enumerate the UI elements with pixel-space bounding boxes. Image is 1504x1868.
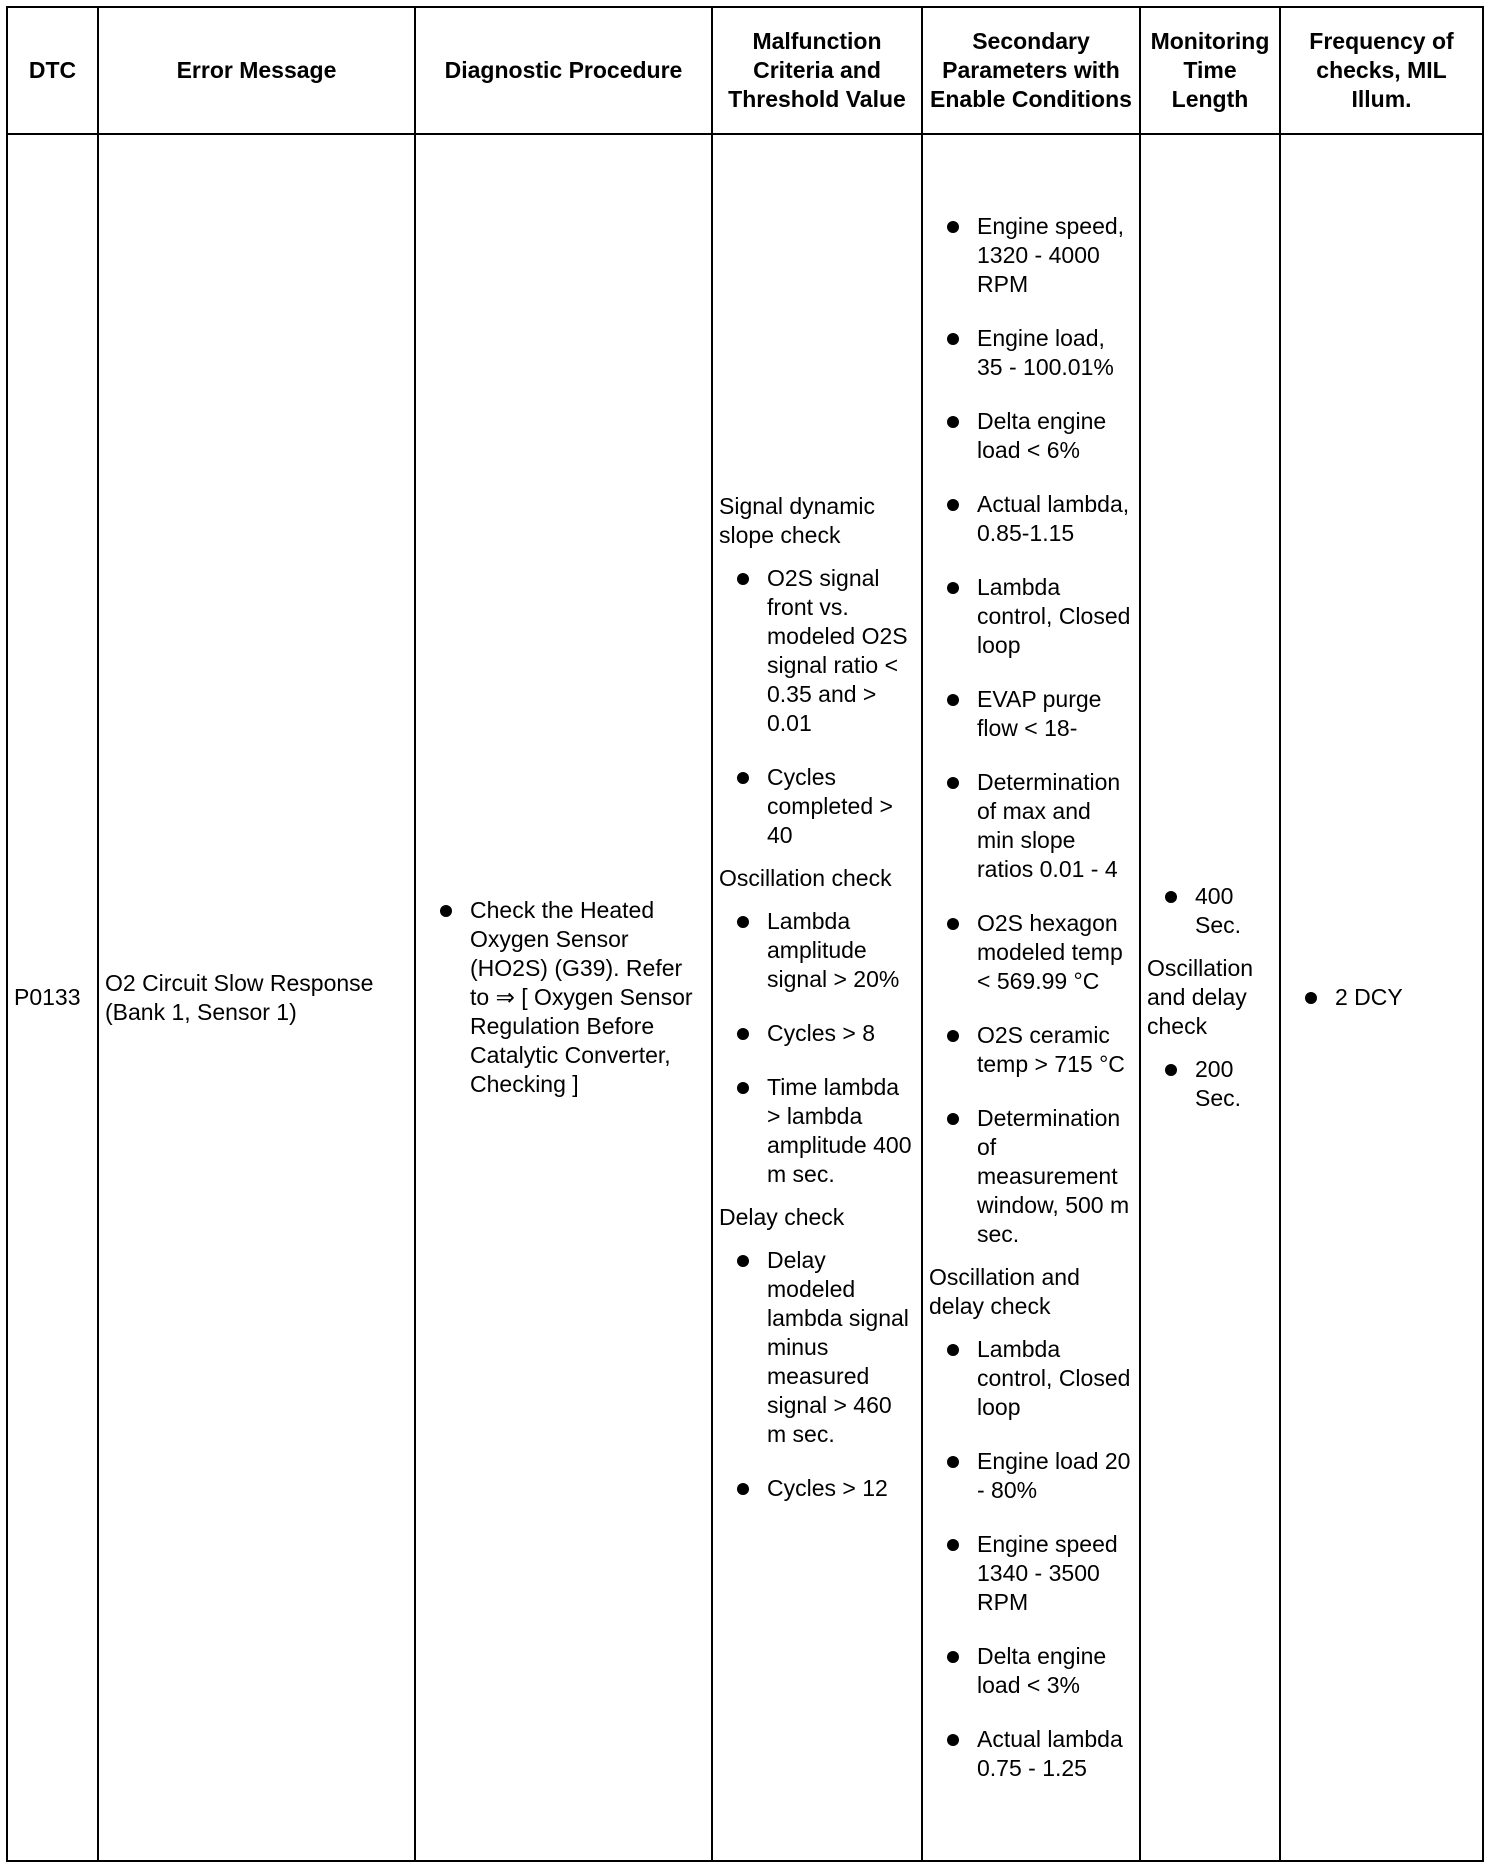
- criteria-group: [1147, 954, 1273, 1113]
- cell-frequency: [1280, 134, 1483, 1861]
- bullet-list: [929, 1335, 1133, 1783]
- criteria-group: [929, 1263, 1133, 1783]
- header-malfunction-criteria: Malfunction Criteria and Threshold Value: [712, 7, 922, 134]
- header-secondary-parameters: Secondary Parameters with Enable Conditions: [922, 7, 1140, 134]
- header-row: [7, 7, 1483, 134]
- group-title: Signal dynamic slope check: [719, 493, 875, 548]
- list-item: EVAP purge flow < 18-: [929, 685, 1133, 743]
- diagnostic-procedure-list: [422, 896, 705, 1099]
- header-diagnostic-procedure: Diagnostic Procedure: [415, 7, 712, 134]
- group-title: Oscillation check: [719, 865, 892, 891]
- list-item: Engine load, 35 - 100.01%: [929, 324, 1133, 382]
- cell-malfunction-criteria: [712, 134, 922, 1861]
- list-item: Actual lambda 0.75 - 1.25: [929, 1725, 1133, 1783]
- bullet-list: [1147, 1055, 1273, 1113]
- list-item: Lambda control, Closed loop: [929, 1335, 1133, 1422]
- list-item: Check the Heated Oxygen Sensor (HO2S) (G39). Refer to ⇒ [ Oxygen Sensor Regulation Before Catalytic Converter, Checking ]: [422, 896, 705, 1099]
- list-item: 200 Sec.: [1147, 1055, 1273, 1113]
- bullet-list: [719, 564, 915, 850]
- list-item: 2 DCY: [1287, 983, 1476, 1012]
- list-item: Determination of max and min slope ratios 0.01 - 4: [929, 768, 1133, 884]
- group-title: Oscillation and delay check: [929, 1264, 1080, 1319]
- list-item: Engine speed 1340 - 3500 RPM: [929, 1530, 1133, 1617]
- frequency-list: [1287, 983, 1476, 1012]
- secondary-parameters-groups: [929, 212, 1133, 1783]
- list-item: O2S signal front vs. modeled O2S signal ratio < 0.35 and > 0.01: [719, 564, 915, 738]
- header-error-message: Error Message: [98, 7, 415, 134]
- group-title: Delay check: [719, 1204, 845, 1230]
- criteria-group: [719, 492, 915, 850]
- list-item: Engine load 20 - 80%: [929, 1447, 1133, 1505]
- cell-dtc: [7, 134, 98, 1861]
- header-frequency: Frequency of checks, MIL Illum.: [1280, 7, 1483, 134]
- cell-secondary-parameters: [922, 134, 1140, 1861]
- cell-monitoring-time: [1140, 134, 1280, 1861]
- list-item: Lambda amplitude signal > 20%: [719, 907, 915, 994]
- list-item: Cycles completed > 40: [719, 763, 915, 850]
- list-item: Delta engine load < 3%: [929, 1642, 1133, 1700]
- list-item: O2S hexagon modeled temp < 569.99 °C: [929, 909, 1133, 996]
- list-item: Determination of measurement window, 500 m sec.: [929, 1104, 1133, 1249]
- malfunction-criteria-groups: [719, 492, 915, 1503]
- list-item: Delay modeled lambda signal minus measured signal > 460 m sec.: [719, 1246, 915, 1449]
- criteria-group: [1147, 882, 1273, 940]
- cell-error-message: [98, 134, 415, 1861]
- list-item: Cycles > 12: [719, 1474, 915, 1503]
- list-item: O2S ceramic temp > 715 °C: [929, 1021, 1133, 1079]
- list-item: Time lambda > lambda amplitude 400 m sec.: [719, 1073, 915, 1189]
- criteria-group: [929, 212, 1133, 1249]
- bullet-list: [1147, 882, 1273, 940]
- criteria-group: [719, 1203, 915, 1503]
- bullet-list: [1287, 983, 1476, 1012]
- list-item: Actual lambda, 0.85-1.15: [929, 490, 1133, 548]
- list-item: Lambda control, Closed loop: [929, 573, 1133, 660]
- cell-diagnostic-procedure: [415, 134, 712, 1861]
- list-item: 400 Sec.: [1147, 882, 1273, 940]
- bullet-list: [929, 212, 1133, 1249]
- dtc-code: P0133: [14, 984, 81, 1010]
- bullet-list: [422, 896, 705, 1099]
- header-dtc: DTC: [7, 7, 98, 134]
- bullet-list: [719, 1246, 915, 1503]
- list-item: Cycles > 8: [719, 1019, 915, 1048]
- table-row: [7, 134, 1483, 1861]
- bullet-list: [719, 907, 915, 1189]
- monitoring-time-groups: [1147, 882, 1273, 1113]
- list-item: Engine speed, 1320 - 4000 RPM: [929, 212, 1133, 299]
- group-title: Oscillation and delay check: [1147, 955, 1254, 1039]
- error-message-text: O2 Circuit Slow Response (Bank 1, Sensor 1): [105, 969, 374, 1025]
- header-monitoring-time: Monitoring Time Length: [1140, 7, 1280, 134]
- dtc-table: [6, 6, 1484, 1862]
- criteria-group: [719, 864, 915, 1189]
- list-item: Delta engine load < 6%: [929, 407, 1133, 465]
